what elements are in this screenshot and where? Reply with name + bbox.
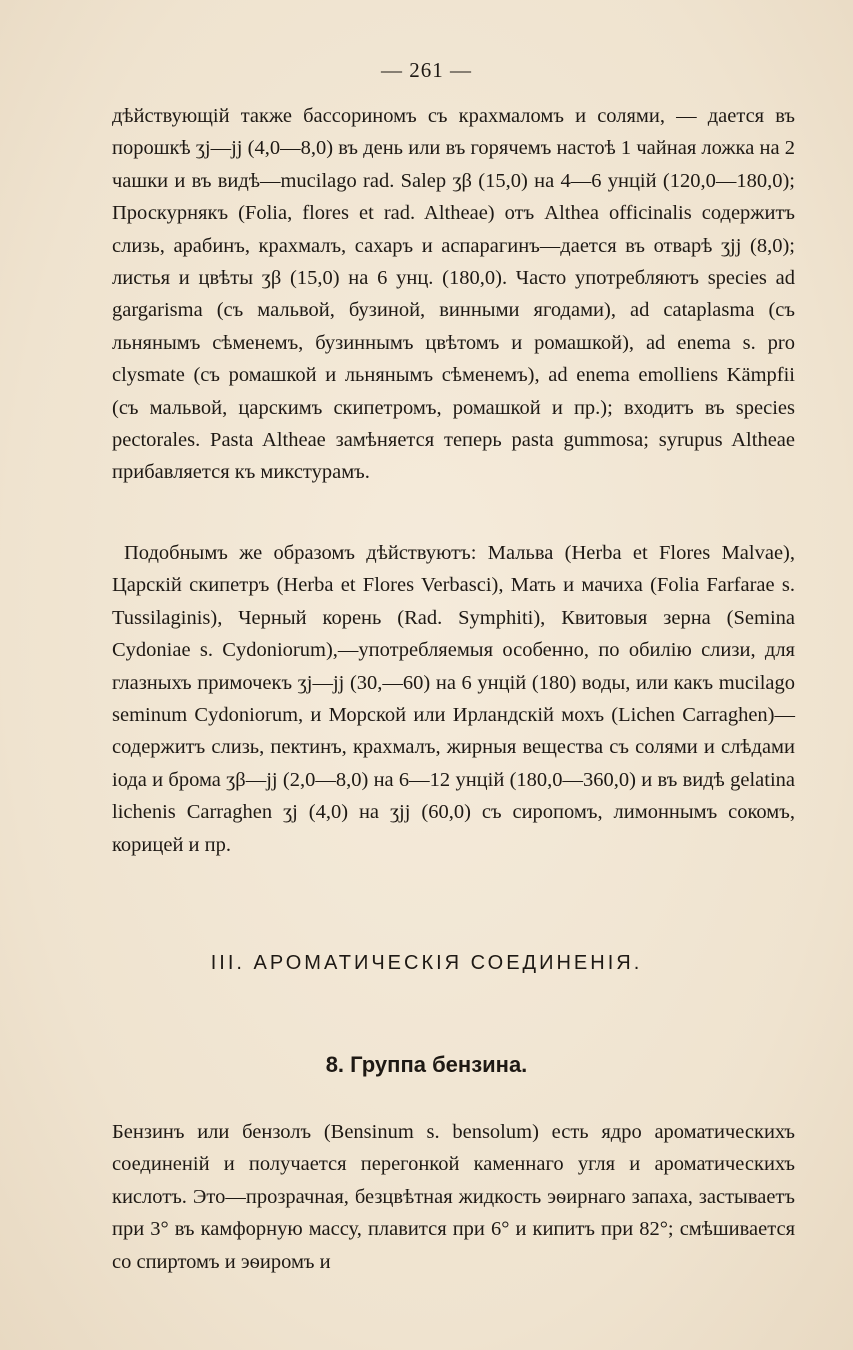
text-block-3 [112,1116,795,1278]
text-block-2 [112,537,795,861]
paragraph-althea: дѣйствующій также бассориномъ съ крахмаломъ и солями, — дается въ порошкѣ ʒj—jj (4,0—8,0) въ день или въ горячемъ настоѣ 1 чайная ложка на 2 чашки и въ видѣ—mucilago rad. Salep ʒβ (15,0) на 4—6 унцій (120,0—180,0); Проскурнякъ (Folia, flores et rad. Altheae) отъ Althea officinalis содержитъ слизь, арабинъ, крахмалъ, сахаръ и аспарагинъ—дается въ отварѣ ʒjj (8,0); листья и цвѣты ʒβ (15,0) на 6 унц. (180,0). Часто употребляютъ species ad gargarisma (съ мальвой, бузиной, винными ягодами), ad cataplasma (съ льнянымъ сѣменемъ, бузиннымъ цвѣтомъ и ромашкой), ad enema s. pro clysmate (съ ромашкой и льнянымъ сѣменемъ), ad enema emolliens Kämpfii (съ мальвой, царскимъ скипетромъ, ромашкой и пр.); входитъ въ species pectorales. Pasta Altheae замѣняется теперь pasta gummosa; syrupus Altheae прибавляется къ микстурамъ. [112,105,795,484]
paragraph-benzine: Бензинъ или бензолъ (Bensinum s. bensolum) есть ядро ароматическихъ соединеній и получается перегонкой каменнаго угля и ароматическихъ кислотъ. Это—прозрачная, безцвѣтная жидкость эѳирнаго запаха, застываетъ при 3° въ камфорную массу, плавится при 6° и кипитъ при 82°; смѣшивается со спиртомъ и эѳиромъ и [112,1121,795,1273]
section-title: III. АРОМАТИЧЕСКІЯ СОЕДИНЕНІЯ. [210,952,643,974]
paragraph-similar-plants: Подобнымъ же образомъ дѣйствуютъ: Мальва (Herba et Flores Malvae), Царскій скипетръ (Herba et Flores Verbasci), Мать и мачиха (Folia Farfarae s. Tussilaginis), Черный корень (Rad. Symphiti), Квитовыя зерна (Semina Cydoniae s. Cydoniorum),—употребляемыя особенно, по обилію слизи, для глазныхъ примочекъ ʒj—jj (30,—60) на 6 унцій (180) воды, или какъ mucilago seminum Cydoniorum, и Морской или Ирландскій мохъ (Lichen Carraghen)—содержитъ слизь, пектинъ, крахмалъ, жирныя вещества съ солями и слѣдами іода и брома ʒβ—jj (2,0—8,0) на 6—12 унцій (180,0—360,0) и въ видѣ gelatina lichenis Carraghen ʒj (4,0) на ʒjj (60,0) съ сиропомъ, лимоннымъ сокомъ, корицей и пр. [112,542,795,856]
text-block-1 [112,100,795,489]
page-number: — 261 — [381,58,472,82]
group-title: 8. Группа бензина. [325,1052,528,1077]
